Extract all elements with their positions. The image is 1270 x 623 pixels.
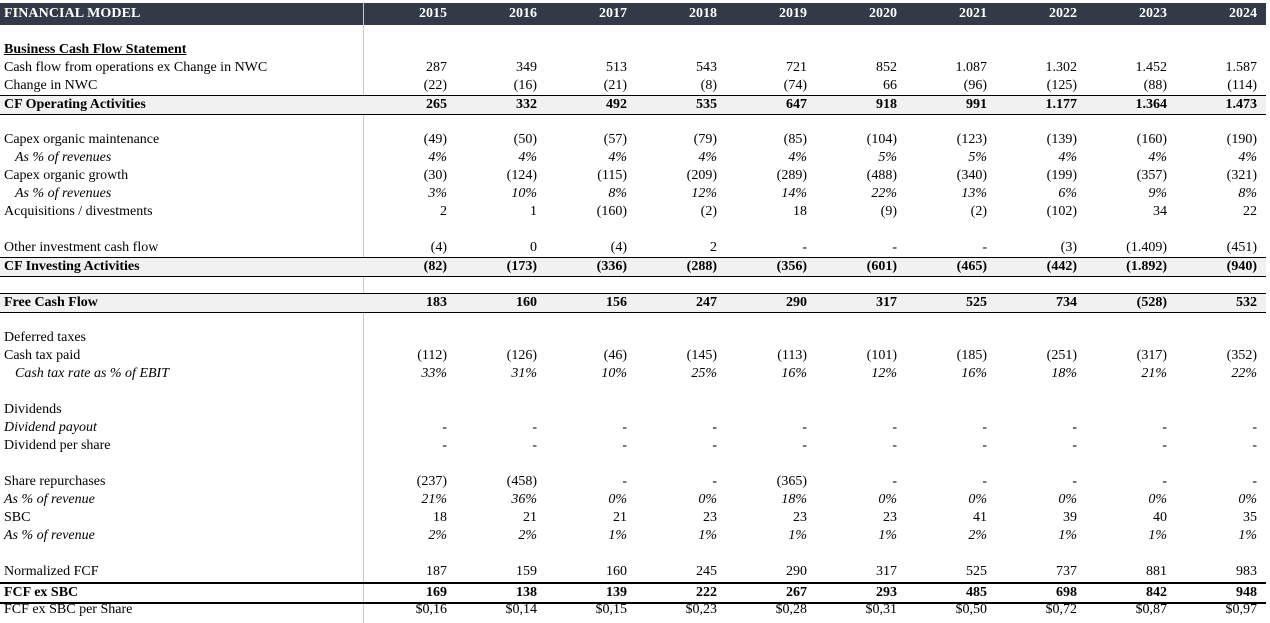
capex-maintenance-row xyxy=(0,131,1266,149)
cell-2018: $0,23 xyxy=(685,602,717,617)
year-header-2023: 2023 xyxy=(1139,6,1167,21)
cell-2018: (209) xyxy=(686,168,717,183)
cell-2020: (104) xyxy=(866,132,897,147)
cell-2022: 18% xyxy=(1051,366,1077,381)
cell-2023: 21% xyxy=(1141,366,1167,381)
cell-2020: (9) xyxy=(880,204,897,219)
cell-2018: (79) xyxy=(693,132,717,147)
cell-2022: (139) xyxy=(1046,132,1077,147)
cell-2020: 317 xyxy=(876,564,897,579)
cell-2022: 1.302 xyxy=(1045,60,1077,75)
cell-2024: 948 xyxy=(1236,585,1257,600)
cell-2020: 5% xyxy=(878,150,897,165)
cell-2024: 1.587 xyxy=(1225,60,1257,75)
cell-2024: (451) xyxy=(1226,240,1257,255)
cell-2022: (3) xyxy=(1060,240,1077,255)
cell-2021: 16% xyxy=(961,366,987,381)
cell-2021: (96) xyxy=(963,78,987,93)
cash-tax-paid-row xyxy=(0,347,1266,365)
cell-2021: - xyxy=(982,240,987,255)
cell-2023: (88) xyxy=(1143,78,1167,93)
cell-2024: 8% xyxy=(1238,186,1257,201)
row-label: FCF ex SBC per Share xyxy=(4,602,133,617)
cell-2019: - xyxy=(802,420,807,435)
row-label: Cash tax paid xyxy=(4,348,81,363)
cell-2023: 1% xyxy=(1148,528,1167,543)
cell-2024: - xyxy=(1252,438,1257,453)
cell-2022: (251) xyxy=(1046,348,1077,363)
year-header-2018: 2018 xyxy=(689,6,717,21)
cell-2021: 2% xyxy=(968,528,987,543)
cell-2018: 2 xyxy=(710,240,717,255)
cell-2023: $0,87 xyxy=(1135,602,1167,617)
cell-2022: 1% xyxy=(1058,528,1077,543)
year-header-2016: 2016 xyxy=(509,6,537,21)
cell-2017: - xyxy=(622,474,627,489)
cell-2019: (356) xyxy=(776,259,807,274)
cell-2017: 0% xyxy=(608,492,627,507)
cell-2020: 23 xyxy=(883,510,897,525)
cell-2016: 349 xyxy=(516,60,537,75)
cell-2018: - xyxy=(712,438,717,453)
cell-2019: (74) xyxy=(783,78,807,93)
section-title xyxy=(0,41,1266,59)
cell-2019: 18% xyxy=(781,492,807,507)
cell-2024: (114) xyxy=(1227,78,1257,93)
cell-2023: (160) xyxy=(1136,132,1167,147)
row-label: FCF ex SBC xyxy=(4,585,79,600)
cell-2023: 34 xyxy=(1153,204,1167,219)
cell-2016: (50) xyxy=(513,132,537,147)
change-nwc-row xyxy=(0,77,1266,95)
cell-2023: 0% xyxy=(1148,492,1167,507)
cell-2021: 525 xyxy=(966,564,987,579)
year-header-2021: 2021 xyxy=(959,6,987,21)
cell-2016: 1 xyxy=(530,204,537,219)
cell-2015: 18 xyxy=(433,510,447,525)
year-header-2020: 2020 xyxy=(869,6,897,21)
cell-2015: (22) xyxy=(423,78,447,93)
cell-2016: 159 xyxy=(516,564,537,579)
cell-2019: 290 xyxy=(786,295,807,310)
cell-2015: (112) xyxy=(417,348,447,363)
cell-2021: (123) xyxy=(956,132,987,147)
cell-2021: (2) xyxy=(970,204,987,219)
cell-2022: - xyxy=(1072,474,1077,489)
cell-2016: (124) xyxy=(506,168,537,183)
cell-2021: (465) xyxy=(956,259,987,274)
share-repurchases-row xyxy=(0,473,1266,491)
cell-2021: (340) xyxy=(956,168,987,183)
dividends-row xyxy=(0,401,1266,419)
cell-2015: $0,16 xyxy=(415,602,447,617)
cell-2021: (185) xyxy=(956,348,987,363)
dividend-per-share-row xyxy=(0,437,1266,455)
cf-investing-row xyxy=(0,257,1266,277)
cell-2019: (113) xyxy=(777,348,807,363)
cell-2020: 918 xyxy=(876,97,897,112)
sbc-pct-row xyxy=(0,527,1266,545)
cell-2021: - xyxy=(982,474,987,489)
cell-2021: 485 xyxy=(966,585,987,600)
cell-2018: - xyxy=(712,420,717,435)
row-label: SBC xyxy=(4,510,31,525)
cell-2016: 36% xyxy=(511,492,537,507)
cell-2015: (4) xyxy=(430,240,447,255)
cell-2020: 66 xyxy=(883,78,897,93)
acquisitions-row xyxy=(0,203,1266,221)
cell-2016: 0 xyxy=(530,240,537,255)
header-row xyxy=(0,3,1266,25)
cell-2022: 6% xyxy=(1058,186,1077,201)
cell-2019: 18 xyxy=(793,204,807,219)
cell-2016: 332 xyxy=(516,97,537,112)
cell-2019: 290 xyxy=(786,564,807,579)
cell-2022: 4% xyxy=(1058,150,1077,165)
cell-2017: (336) xyxy=(596,259,627,274)
cell-2018: 247 xyxy=(696,295,717,310)
cell-2020: $0,31 xyxy=(865,602,897,617)
fcf-ex-sbc-per-share-row xyxy=(0,601,1266,619)
cell-2024: $0,97 xyxy=(1225,602,1257,617)
cell-2022: - xyxy=(1072,420,1077,435)
cell-2022: 0% xyxy=(1058,492,1077,507)
cell-2024: 0% xyxy=(1238,492,1257,507)
cell-2018: 535 xyxy=(696,97,717,112)
cell-2018: 12% xyxy=(691,186,717,201)
row-label: As % of revenues xyxy=(15,186,112,201)
row-label: Share repurchases xyxy=(4,474,106,489)
cell-2020: 293 xyxy=(876,585,897,600)
cell-2015: (82) xyxy=(423,259,447,274)
cell-2015: 265 xyxy=(426,97,447,112)
cell-2023: - xyxy=(1162,474,1167,489)
cell-2017: - xyxy=(622,420,627,435)
cell-2021: 41 xyxy=(973,510,987,525)
cell-2015: 187 xyxy=(426,564,447,579)
cell-2017: (115) xyxy=(597,168,627,183)
cell-2023: (317) xyxy=(1136,348,1167,363)
cell-2018: (8) xyxy=(700,78,717,93)
cell-2020: (101) xyxy=(866,348,897,363)
cell-2020: (488) xyxy=(866,168,897,183)
cell-2017: (4) xyxy=(610,240,627,255)
cell-2022: (102) xyxy=(1046,204,1077,219)
cell-2021: 525 xyxy=(966,295,987,310)
cell-2017: $0,15 xyxy=(595,602,627,617)
repurchases-pct-row xyxy=(0,491,1266,509)
capex-growth-pct-row xyxy=(0,185,1266,203)
cell-2016: 10% xyxy=(511,186,537,201)
row-label: As % of revenue xyxy=(4,528,95,543)
cell-2020: 12% xyxy=(871,366,897,381)
cell-2018: 245 xyxy=(696,564,717,579)
cell-2017: (57) xyxy=(603,132,627,147)
cell-2021: 13% xyxy=(961,186,987,201)
cell-2021: - xyxy=(982,438,987,453)
cell-2018: 23 xyxy=(703,510,717,525)
cell-2015: 183 xyxy=(426,295,447,310)
cell-2016: (458) xyxy=(506,474,537,489)
cell-2021: 1.087 xyxy=(955,60,987,75)
sbc-row xyxy=(0,509,1266,527)
cell-2017: (21) xyxy=(603,78,627,93)
row-label: As % of revenue xyxy=(4,492,95,507)
cell-2024: 1% xyxy=(1238,528,1257,543)
cell-2019: - xyxy=(802,240,807,255)
free-cash-flow-row xyxy=(0,293,1266,313)
cell-2019: 23 xyxy=(793,510,807,525)
cell-2016: 31% xyxy=(511,366,537,381)
cell-2015: (30) xyxy=(423,168,447,183)
cell-2015: - xyxy=(442,438,447,453)
cell-2017: 492 xyxy=(606,97,627,112)
cell-2021: - xyxy=(982,420,987,435)
cell-2024: - xyxy=(1252,420,1257,435)
cell-2022: 1.177 xyxy=(1045,97,1077,112)
cell-2021: 0% xyxy=(968,492,987,507)
cell-2015: - xyxy=(442,420,447,435)
cell-2017: 10% xyxy=(601,366,627,381)
normalized-fcf-row xyxy=(0,563,1266,581)
cell-2024: 35 xyxy=(1243,510,1257,525)
cell-2015: 2 xyxy=(440,204,447,219)
cell-2023: (1.892) xyxy=(1126,259,1167,274)
year-header-2022: 2022 xyxy=(1049,6,1077,21)
year-header-2024: 2024 xyxy=(1229,6,1257,21)
deferred-taxes-row xyxy=(0,329,1266,347)
cell-2021: 5% xyxy=(968,150,987,165)
row-label: Cash flow from operations ex Change in NWC xyxy=(4,60,268,75)
row-label: Free Cash Flow xyxy=(4,295,98,310)
cell-2016: 21 xyxy=(523,510,537,525)
cell-2017: (46) xyxy=(603,348,627,363)
cell-2016: 138 xyxy=(516,585,537,600)
cell-2015: 21% xyxy=(421,492,447,507)
row-label: Normalized FCF xyxy=(4,564,99,579)
cell-2015: 2% xyxy=(428,528,447,543)
cell-2019: (289) xyxy=(776,168,807,183)
cell-2022: (199) xyxy=(1046,168,1077,183)
cell-2018: 222 xyxy=(696,585,717,600)
cell-2020: - xyxy=(892,438,897,453)
cell-2016: $0,14 xyxy=(505,602,537,617)
cell-2023: 881 xyxy=(1146,564,1167,579)
cell-2022: 39 xyxy=(1063,510,1077,525)
cfo-ex-nwc-row xyxy=(0,59,1266,77)
cell-2021: $0,50 xyxy=(955,602,987,617)
row-label: Business Cash Flow Statement xyxy=(4,42,187,57)
cell-2022: $0,72 xyxy=(1045,602,1077,617)
year-header-2015: 2015 xyxy=(419,6,447,21)
cf-operating-row xyxy=(0,95,1266,115)
cell-2020: - xyxy=(892,420,897,435)
cell-2015: 4% xyxy=(428,150,447,165)
row-label: Capex organic maintenance xyxy=(4,132,160,147)
cell-2023: 4% xyxy=(1148,150,1167,165)
cell-2023: (357) xyxy=(1136,168,1167,183)
cell-2022: 698 xyxy=(1056,585,1077,600)
cell-2023: - xyxy=(1162,420,1167,435)
capex-maintenance-pct-row xyxy=(0,149,1266,167)
cell-2023: 1.452 xyxy=(1135,60,1167,75)
row-label: Cash tax rate as % of EBIT xyxy=(15,366,169,381)
cell-2023: 1.364 xyxy=(1135,97,1167,112)
cell-2020: 0% xyxy=(878,492,897,507)
cell-2019: 14% xyxy=(781,186,807,201)
cell-2019: 721 xyxy=(786,60,807,75)
cell-2017: (160) xyxy=(596,204,627,219)
cell-2019: 267 xyxy=(786,585,807,600)
cell-2018: 4% xyxy=(698,150,717,165)
row-label: Other investment cash flow xyxy=(4,240,159,255)
cell-2019: - xyxy=(802,438,807,453)
cell-2024: 4% xyxy=(1238,150,1257,165)
cell-2015: 169 xyxy=(426,585,447,600)
cell-2024: 532 xyxy=(1236,295,1257,310)
cell-2016: 4% xyxy=(518,150,537,165)
cell-2024: 1.473 xyxy=(1225,97,1257,112)
cell-2019: (85) xyxy=(783,132,807,147)
cell-2024: (352) xyxy=(1226,348,1257,363)
cell-2024: 22% xyxy=(1231,366,1257,381)
cell-2024: 22 xyxy=(1243,204,1257,219)
cell-2016: 160 xyxy=(516,295,537,310)
cell-2021: 991 xyxy=(966,97,987,112)
row-label: CF Investing Activities xyxy=(4,259,140,274)
sheet-title: FINANCIAL MODEL xyxy=(4,6,141,21)
cell-2016: 2% xyxy=(518,528,537,543)
cell-2020: 1% xyxy=(878,528,897,543)
cell-2020: 22% xyxy=(871,186,897,201)
cell-2017: 513 xyxy=(606,60,627,75)
cell-2024: (940) xyxy=(1226,259,1257,274)
row-label: Acquisitions / divestments xyxy=(4,204,153,219)
cell-2023: (1.409) xyxy=(1126,240,1167,255)
cell-2019: (365) xyxy=(776,474,807,489)
cell-2017: 21 xyxy=(613,510,627,525)
row-label: Change in NWC xyxy=(4,78,98,93)
cell-2023: (528) xyxy=(1136,295,1167,310)
cell-2015: 3% xyxy=(428,186,447,201)
row-label: Capex organic growth xyxy=(4,168,129,183)
cell-2022: (125) xyxy=(1046,78,1077,93)
row-label: Dividends xyxy=(4,402,62,417)
cell-2017: 1% xyxy=(608,528,627,543)
cell-2015: 33% xyxy=(421,366,447,381)
cell-2019: 1% xyxy=(788,528,807,543)
dividend-payout-row xyxy=(0,419,1266,437)
cell-2023: - xyxy=(1162,438,1167,453)
cell-2017: 139 xyxy=(606,585,627,600)
cell-2017: 4% xyxy=(608,150,627,165)
cell-2015: 287 xyxy=(426,60,447,75)
row-label: Dividend per share xyxy=(4,438,111,453)
cell-2022: (442) xyxy=(1046,259,1077,274)
row-label: As % of revenues xyxy=(15,150,112,165)
cell-2017: 160 xyxy=(606,564,627,579)
cell-2022: - xyxy=(1072,438,1077,453)
cell-2023: 842 xyxy=(1146,585,1167,600)
capex-growth-row xyxy=(0,167,1266,185)
cell-2016: - xyxy=(532,420,537,435)
cell-2024: 983 xyxy=(1236,564,1257,579)
cell-2015: (49) xyxy=(423,132,447,147)
row-label: CF Operating Activities xyxy=(4,97,146,112)
cell-2017: 156 xyxy=(606,295,627,310)
cell-2018: (2) xyxy=(700,204,717,219)
cell-2016: (16) xyxy=(513,78,537,93)
cell-2015: (237) xyxy=(416,474,447,489)
cell-2016: (126) xyxy=(506,348,537,363)
cell-2022: 737 xyxy=(1056,564,1077,579)
row-label: Dividend payout xyxy=(4,420,97,435)
cash-tax-rate-row xyxy=(0,365,1266,383)
cell-2016: - xyxy=(532,438,537,453)
cell-2020: - xyxy=(892,240,897,255)
cell-2019: 16% xyxy=(781,366,807,381)
cell-2020: (601) xyxy=(866,259,897,274)
cell-2023: 40 xyxy=(1153,510,1167,525)
cell-2018: 25% xyxy=(691,366,717,381)
cell-2022: 734 xyxy=(1056,295,1077,310)
cell-2024: - xyxy=(1252,474,1257,489)
cell-2019: $0,28 xyxy=(775,602,807,617)
cell-2019: 647 xyxy=(786,97,807,112)
cell-2017: 8% xyxy=(608,186,627,201)
cell-2018: - xyxy=(712,474,717,489)
cell-2020: 317 xyxy=(876,295,897,310)
row-label: Deferred taxes xyxy=(4,330,87,345)
year-header-2017: 2017 xyxy=(599,6,627,21)
cell-2017: - xyxy=(622,438,627,453)
year-header-2019: 2019 xyxy=(779,6,807,21)
cell-2019: 4% xyxy=(788,150,807,165)
cell-2018: 1% xyxy=(698,528,717,543)
cell-2016: (173) xyxy=(506,259,537,274)
cell-2024: (321) xyxy=(1226,168,1257,183)
cell-2018: (145) xyxy=(686,348,717,363)
cell-2024: (190) xyxy=(1226,132,1257,147)
cell-2018: 0% xyxy=(698,492,717,507)
other-investment-row xyxy=(0,239,1266,257)
cell-2018: (288) xyxy=(686,259,717,274)
cell-2023: 9% xyxy=(1148,186,1167,201)
cell-2020: - xyxy=(892,474,897,489)
cell-2018: 543 xyxy=(696,60,717,75)
cell-2020: 852 xyxy=(876,60,897,75)
